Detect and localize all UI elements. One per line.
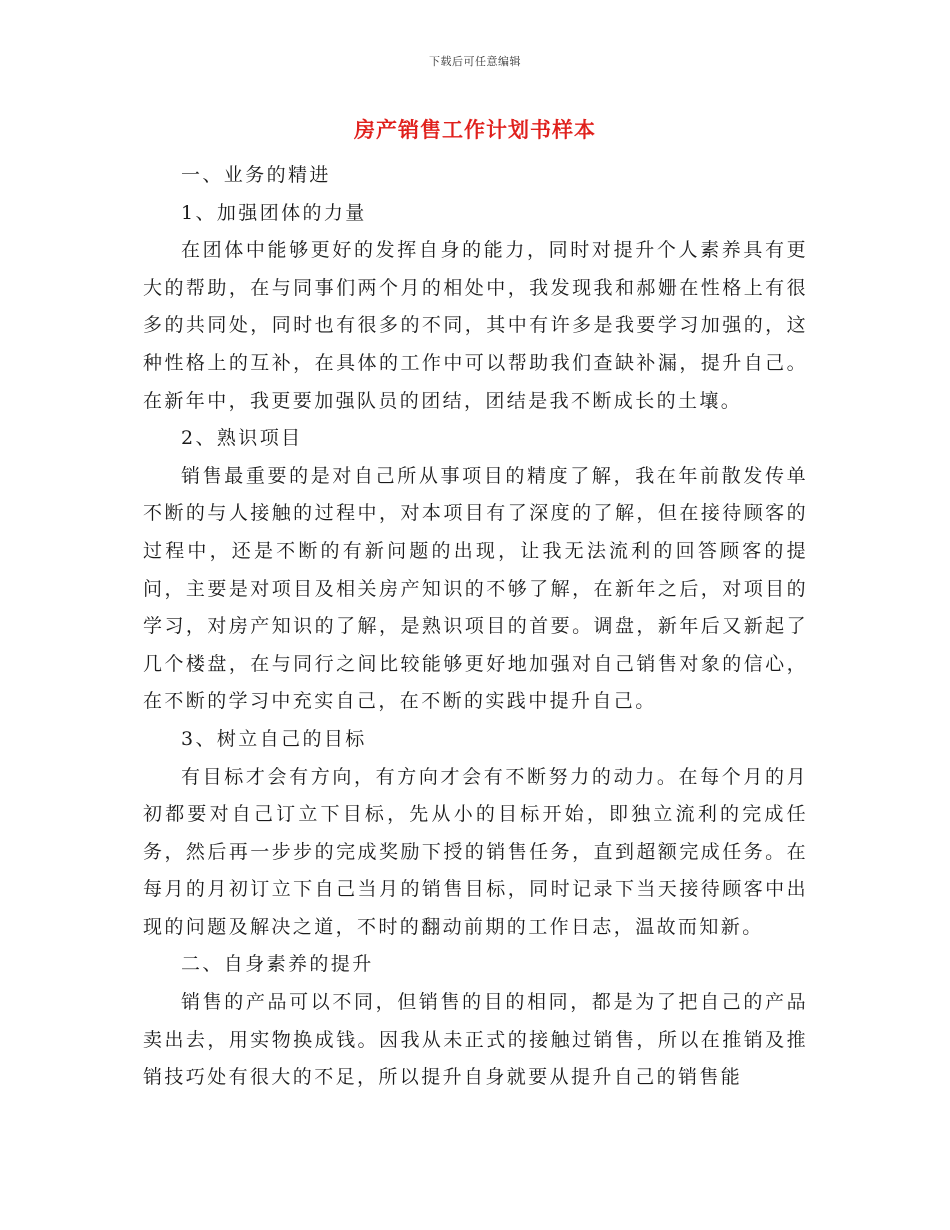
subheading-1: 1、加强团体的力量 [181, 201, 367, 224]
section-heading-2: 二、自身素养的提升 [181, 953, 374, 976]
body-paragraph: 销售最重要的是对自己所从事项目的精度了解，我在年前散发传单不断的与人接触的过程中，对本项目有了深度的了解，但在接待顾客的过程中，还是不断的有新问题的出现，让我无法流利的回答顾客的提问，主要是对项目及相关房产知识的不够了解，在新年之后，对项目的学习，对房产知识的了解，是熟识项目的首要。调盘，新年后又新起了几个楼盘，在与同行之间比较能够更好地加强对自己销售对象的信心，在不断的学习中充实自己，在不断的实践中提升自己。 [143, 464, 808, 713]
section-heading-1: 一、业务的精进 [181, 164, 331, 186]
subheading-2: 2、熟识项目 [181, 427, 303, 450]
body-paragraph: 销售的产品可以不同，但销售的目的相同，都是为了把自己的产品卖出去，用实物换成钱。因我从未正式的接触过销售，所以在推销及推销技巧处有很大的不足，所以提升自身就要从提升自己的销售能 [143, 991, 808, 1089]
document-body [143, 157, 808, 1097]
subheading-3: 3、树立自己的目标 [181, 727, 367, 750]
body-paragraph: 有目标才会有方向，有方向才会有不断努力的动力。在每个月的月初都要对自己订立下目标，先从小的目标开始，即独立流利的完成任务，然后再一步步的完成奖励下授的销售任务，直到超额完成任务。在每月的月初订立下自己当月的销售目标，同时记录下当天接待顾客中出现的问题及解决之道，不时的翻动前期的工作日志，温故而知新。 [143, 765, 808, 938]
document-title: 房产销售工作计划书样本 [354, 117, 596, 142]
body-paragraph: 在团体中能够更好的发挥自身的能力，同时对提升个人素养具有更大的帮助，在与同事们两个月的相处中，我发现我和郝姗在性格上有很多的共同处，同时也有很多的不同，其中有许多是我要学习加强的，这种性格上的互补，在具体的工作中可以帮助我们查缺补漏，提升自己。在新年中，我更要加强队员的团结，团结是我不断成长的土壤。 [143, 239, 808, 412]
header-note: 下载后可任意编辑 [429, 55, 521, 68]
